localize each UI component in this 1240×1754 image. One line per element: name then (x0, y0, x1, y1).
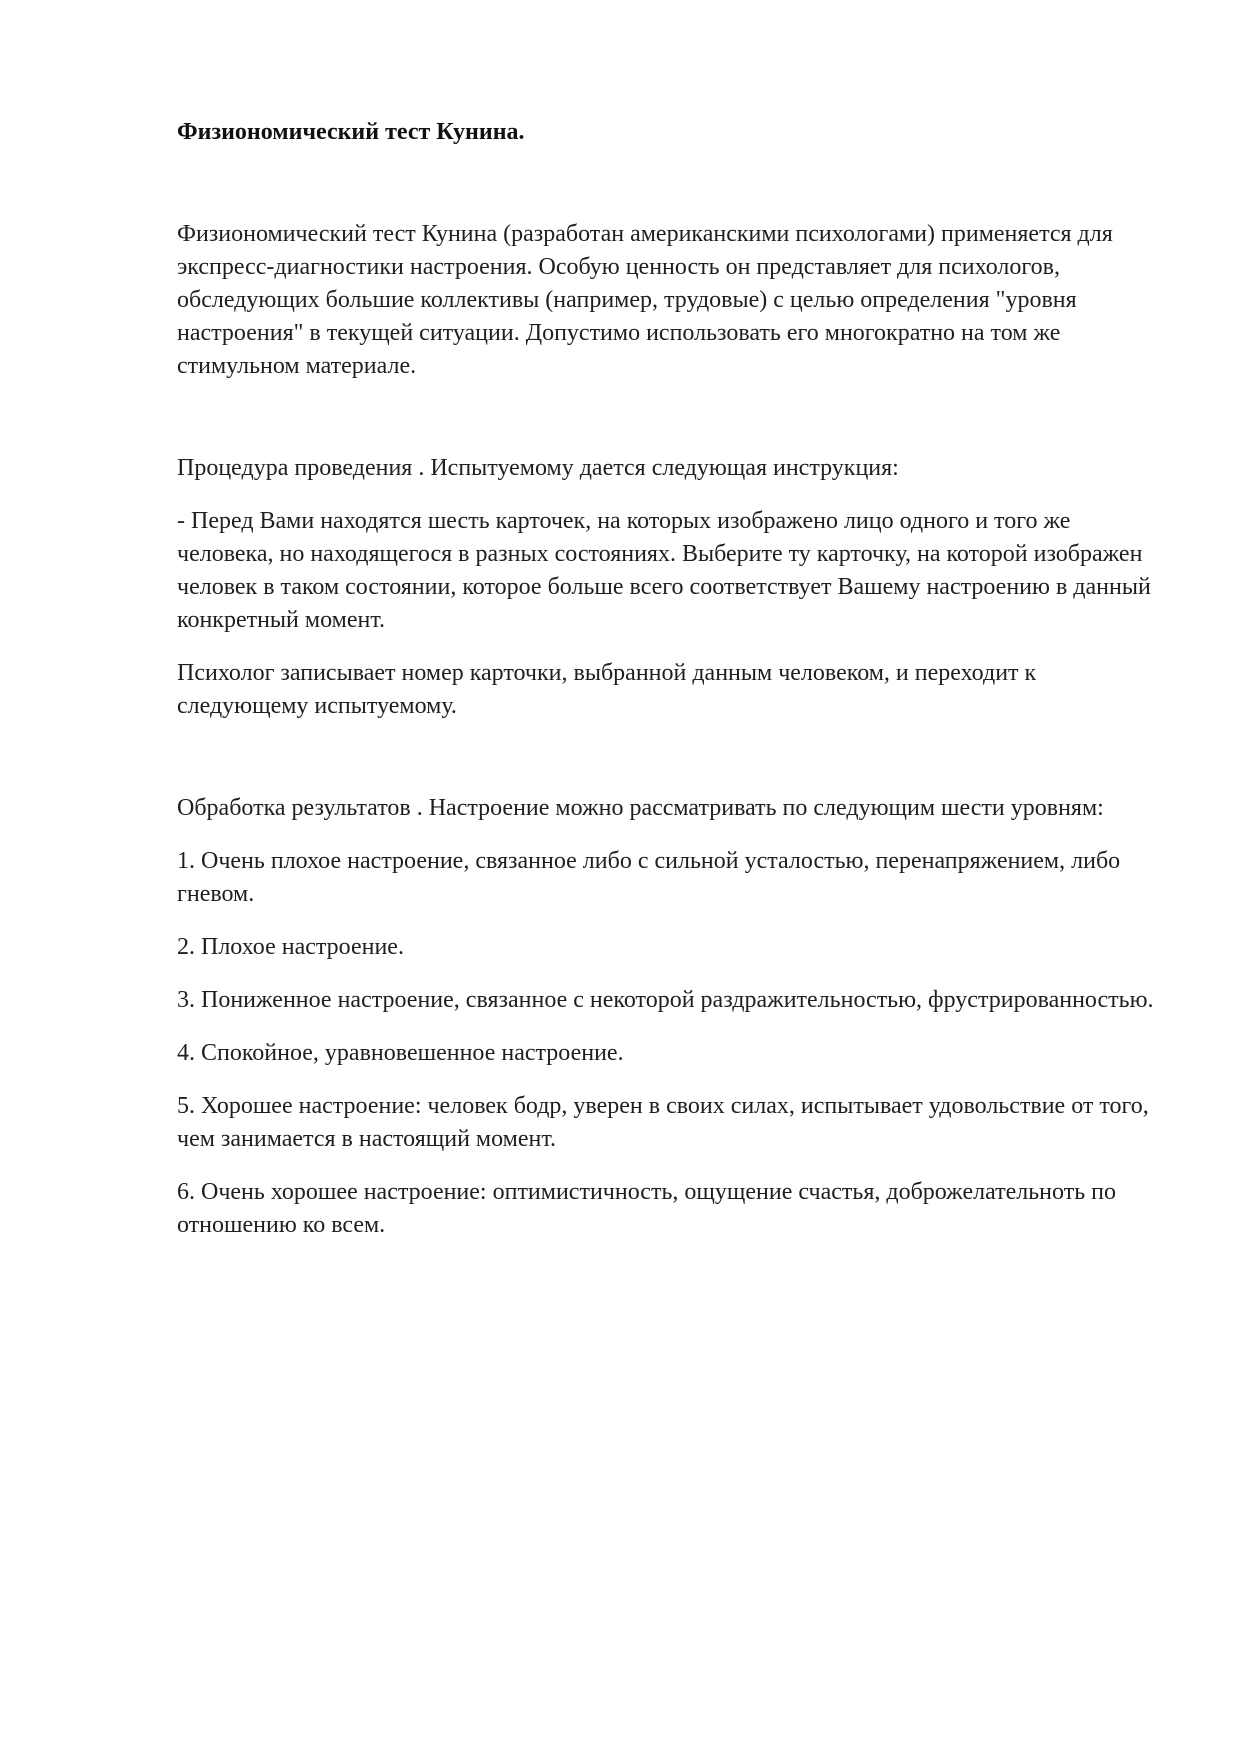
mood-level-3: 3. Пониженное настроение, связанное с некоторой раздражительностью, фрустрированностью. (177, 987, 1154, 1013)
mood-level-1: 1. Очень плохое настроение, связанное либо с сильной усталостью, перенапряжением, либо гневом. (177, 848, 1121, 907)
intro-paragraph: Физиономический тест Кунина (разработан американскими психологами) применяется для экспресс-диагностики настроения. Особую ценность он представляет для психологов, обследующих большие коллективы (например, трудовые) с целью определения "уровня настроения" в текущей ситуации. Допустимо использовать его многократно на том же стимульном материале. (177, 221, 1113, 379)
mood-level-5: 5. Хорошее настроение: человек бодр, уверен в своих силах, испытывает удовольствие от того, чем занимается в настоящий момент. (177, 1093, 1149, 1152)
mood-level-4: 4. Спокойное, уравновешенное настроение. (177, 1040, 624, 1066)
mood-level-list (177, 845, 1167, 1242)
instruction-paragraph: - Перед Вами находятся шесть карточек, на которых изображено лицо одного и того же человека, но находящегося в разных состояниях. Выберите ту карточку, на которой изображен человек в таком состоянии, которое больше всего соответствует Вашему настроению в данный конкретный момент. (177, 508, 1151, 633)
document-body (177, 116, 1167, 1262)
procedure-heading: Процедура проведения . Испытуемому дается следующая инструкция: (177, 455, 899, 481)
results-heading: Обработка результатов . Настроение можно рассматривать по следующим шести уровням: (177, 795, 1104, 821)
mood-level-2: 2. Плохое настроение. (177, 934, 404, 960)
mood-level-6: 6. Очень хорошее настроение: оптимистичность, ощущение счастья, доброжелательноть по отношению ко всем. (177, 1179, 1116, 1238)
document-title: Физиономический тест Кунина. (177, 119, 525, 145)
psychologist-note: Психолог записывает номер карточки, выбранной данным человеком, и переходит к следующему испытуемому. (177, 660, 1037, 719)
